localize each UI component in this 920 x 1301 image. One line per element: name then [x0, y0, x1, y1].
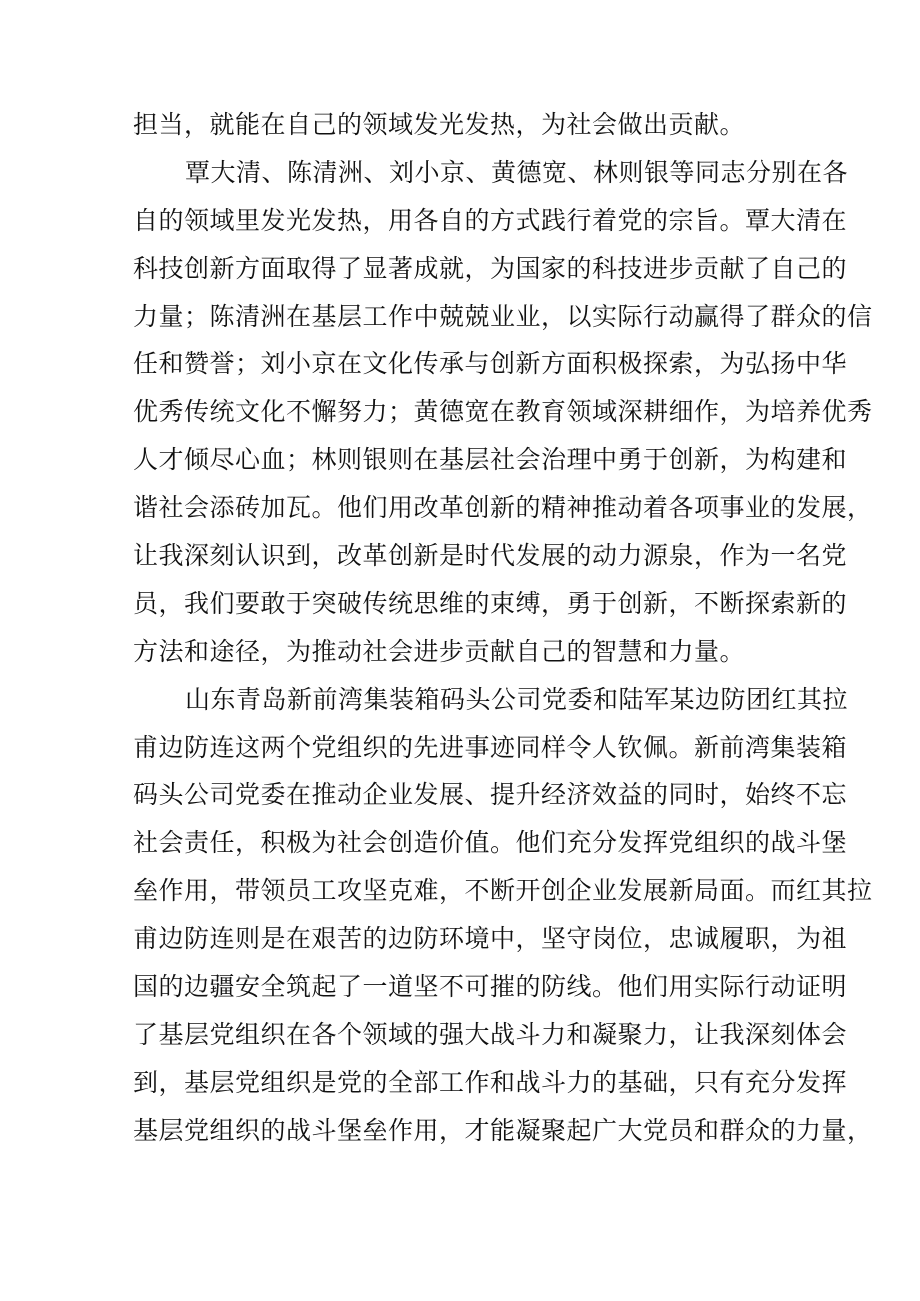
text-line: 人才倾尽心血；林则银则在基层社会治理中勇于创新，为构建和	[133, 445, 848, 475]
text-line: 谐社会添砖加瓦。他们用改革创新的精神推动着各项事业的发展，	[133, 493, 873, 523]
text-line: 了基层党组织在各个领域的强大战斗力和凝聚力，让我深刻体会	[133, 1019, 848, 1049]
text-line: 社会责任，积极为社会创造价值。他们充分发挥党组织的战斗堡	[133, 828, 848, 858]
paragraph-start-line: 覃大清、陈清洲、刘小京、黄德宽、林则银等同志分别在各	[185, 157, 849, 187]
text-line: 垒作用，带领员工攻坚克难，不断开创企业发展新局面。而红其拉	[133, 876, 873, 906]
text-line: 方法和途径，为推动社会进步贡献自己的智慧和力量。	[133, 636, 746, 666]
text-line: 到，基层党组织是党的全部工作和战斗力的基础，只有充分发挥	[133, 1067, 848, 1097]
text-line: 员，我们要敢于突破传统思维的束缚，勇于创新，不断探索新的	[133, 588, 848, 618]
text-line: 担当，就能在自己的领域发光发热，为社会做出贡献。	[133, 110, 746, 139]
text-line: 基层党组织的战斗堡垒作用，才能凝聚起广大党员和群众的力量，	[133, 1115, 873, 1145]
text-line: 自的领域里发光发热，用各自的方式践行着党的宗旨。覃大清在	[133, 205, 848, 235]
text-line: 力量；陈清洲在基层工作中兢兢业业，以实际行动赢得了群众的信	[133, 301, 873, 331]
paragraph-start-line: 山东青岛新前湾集装箱码头公司党委和陆军某边防团红其拉	[185, 684, 849, 714]
text-line: 甫边防连则是在艰苦的边防环境中，坚守岗位，忠诚履职，为祖	[133, 924, 848, 954]
text-line: 码头公司党委在推动企业发展、提升经济效益的同时，始终不忘	[133, 780, 848, 810]
text-line: 任和赞誉；刘小京在文化传承与创新方面积极探索，为弘扬中华	[133, 349, 848, 379]
text-line: 优秀传统文化不懈努力；黄德宽在教育领域深耕细作，为培养优秀	[133, 397, 873, 427]
text-line: 科技创新方面取得了显著成就，为国家的科技进步贡献了自己的	[133, 253, 848, 283]
text-line: 甫边防连这两个党组织的先进事迹同样令人钦佩。新前湾集装箱	[133, 732, 848, 762]
text-line: 国的边疆安全筑起了一道坚不可摧的防线。他们用实际行动证明	[133, 972, 848, 1002]
text-line: 让我深刻认识到，改革创新是时代发展的动力源泉，作为一名党	[133, 541, 848, 571]
